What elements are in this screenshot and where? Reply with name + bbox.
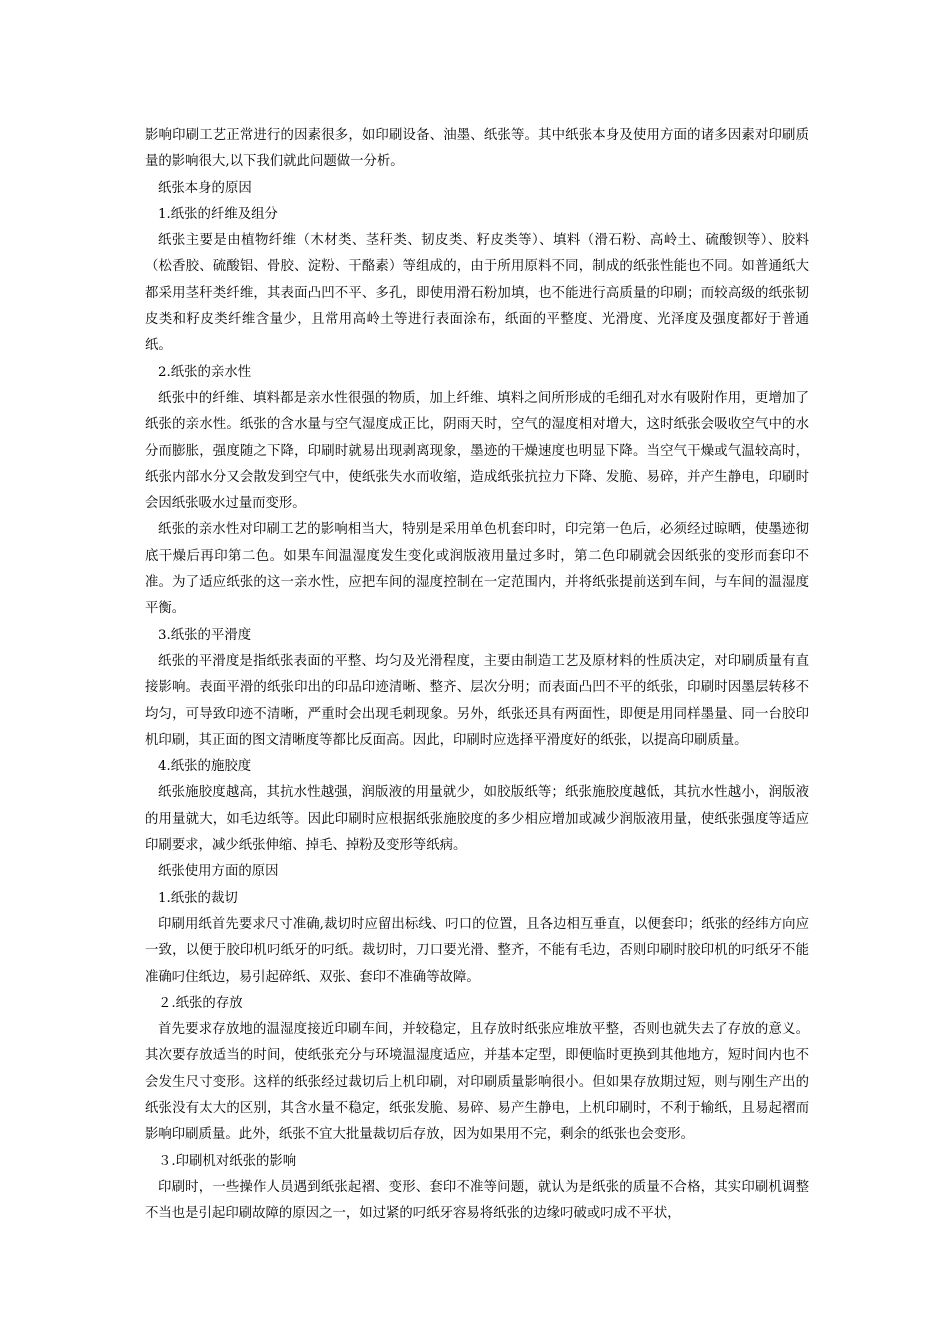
paragraph-press-influence: 印刷时，一些操作人员遇到纸张起褶、变形、套印不准等问题，就认为是纸张的质量不合格，其实印刷机调整不当也是引起印刷故障的原因之一，如过紧的叼纸牙容易将纸张的边缘叼破或叼成不平状， [145, 1179, 809, 1222]
heading-sizing-degree: 4.纸张的施胶度 [158, 759, 252, 775]
intro-paragraph: 影响印刷工艺正常进行的因素很多，如印刷设备、油墨、纸张等。其中纸张本身及使用方面的诸多因素对印刷质量的影响很大,以下我们就此问题做一分析。 [145, 128, 809, 170]
paragraph-cutting: 印刷用纸首先要求尺寸准确,裁切时应留出标线、叼口的位置，且各边相互垂直，以便套印；纸张的经纬方向应一致，以便于胶印机叼纸牙的叼纸。裁切时，刀口要光滑、整齐，不能有毛边，否则印刷时胶印机的叼纸牙不能准确叼住纸边，易引起碎纸、双张、套印不准确等故障。 [145, 916, 809, 985]
document-page [145, 123, 809, 1227]
paragraph-storage: 首先要求存放地的温湿度接近印刷车间，并较稳定，且存放时纸张应堆放平整，否则也就失去了存放的意义。其次要存放适当的时间，使纸张充分与环境温湿度适应，并基本定型，即便临时更换到其他地方，短时间内也不会发生尺寸变形。这样的纸张经过裁切后上机印刷，对印刷质量影响很小。但如果存放期过短，则与刚生产出的纸张没有太大的区别，其含水量不稳定，纸张发脆、易碎、易产生静电，上机印刷时，不利于输纸，且易起褶而影响印刷质量。此外，纸张不宜大批量裁切后存放，因为如果用不完，剩余的纸张也会变形。 [145, 1022, 809, 1143]
heading-smoothness: 3.纸张的平滑度 [158, 627, 252, 643]
section-title-paper-itself: 纸张本身的原因 [158, 180, 252, 196]
paragraph-sizing-degree: 纸张施胶度越高，其抗水性越强，润版液的用量就少，如胶版纸等；纸张施胶度越低，其抗水性越小，润版液的用量就大，如毛边纸等。因此印刷时应根据纸张施胶度的多少相应增加或减少润版液用量，使纸张强度等适应印刷要求，减少纸张伸缩、掉毛、掉粉及变形等纸病。 [145, 785, 809, 854]
heading-fiber-composition: 1.纸张的纤维及组分 [158, 206, 278, 222]
paragraph-hydrophilicity-1: 纸张中的纤维、填料都是亲水性很强的物质，加上纤维、填料之间所形成的毛细孔对水有吸附作用，更增加了纸张的亲水性。纸张的含水量与空气湿度成正比，阴雨天时，空气的湿度相对增大，这时纸张会吸收空气中的水分而膨胀，强度随之下降，印刷时就易出现剥离现象，墨迹的干燥速度也明显下降。当空气干燥或气温较高时，纸张内部水分又会散发到空气中，使纸张失水而收缩，造成纸张抗拉力下降、发脆、易碎，并产生静电，印刷时会因纸张吸水过量而变形。 [145, 390, 809, 512]
heading-cutting: 1.纸张的裁切 [158, 890, 238, 906]
heading-storage: ２.纸张的存放 [158, 995, 243, 1011]
paragraph-hydrophilicity-2: 纸张的亲水性对印刷工艺的影响相当大，特别是采用单色机套印时，印完第一色后，必须经过晾晒，使墨迹彻底干燥后再印第二色。如果车间温湿度发生变化或润版液用量过多时，第二色印刷就会因纸张的变形而套印不准。为了适应纸张的这一亲水性，应把车间的湿度控制在一定范围内，并将纸张提前送到车间，与车间的温湿度平衡。 [145, 522, 809, 617]
section-title-paper-usage: 纸张使用方面的原因 [158, 864, 279, 880]
paragraph-fiber-composition: 纸张主要是由植物纤维（木材类、茎秆类、韧皮类、籽皮类等）、填料（滑石粉、高岭土、硫酸钡等）、胶料（松香胶、硫酸铝、骨胶、淀粉、干酪素）等组成的，由于所用原料不同，制成的纸张性能也不同。如普通纸大都采用茎秆类纤维，其表面凸凹不平、多孔，即使用滑石粉加填，也不能进行高质量的印刷；而较高级的纸张韧皮类和籽皮类纤维含量少，且常用高岭土等进行表面涂布，纸面的平整度、光滑度、光泽度及强度都好于普通纸。 [145, 233, 809, 354]
heading-press-influence: ３.印刷机对纸张的影响 [158, 1153, 297, 1169]
paragraph-smoothness: 纸张的平滑度是指纸张表面的平整、均匀及光滑程度，主要由制造工艺及原材料的性质决定，对印刷质量有直接影响。表面平滑的纸张印出的印品印迹清晰、整齐、层次分明；而表面凸凹不平的纸张，印刷时因墨层转移不均匀，可导致印迹不清晰，严重时会出现毛刺现象。另外，纸张还具有两面性，即便是用同样墨量、同一台胶印机印刷，其正面的图文清晰度等都比反面高。因此，印刷时应选择平滑度好的纸张，以提高印刷质量。 [145, 653, 809, 748]
heading-hydrophilicity: 2.纸张的亲水性 [158, 364, 252, 380]
